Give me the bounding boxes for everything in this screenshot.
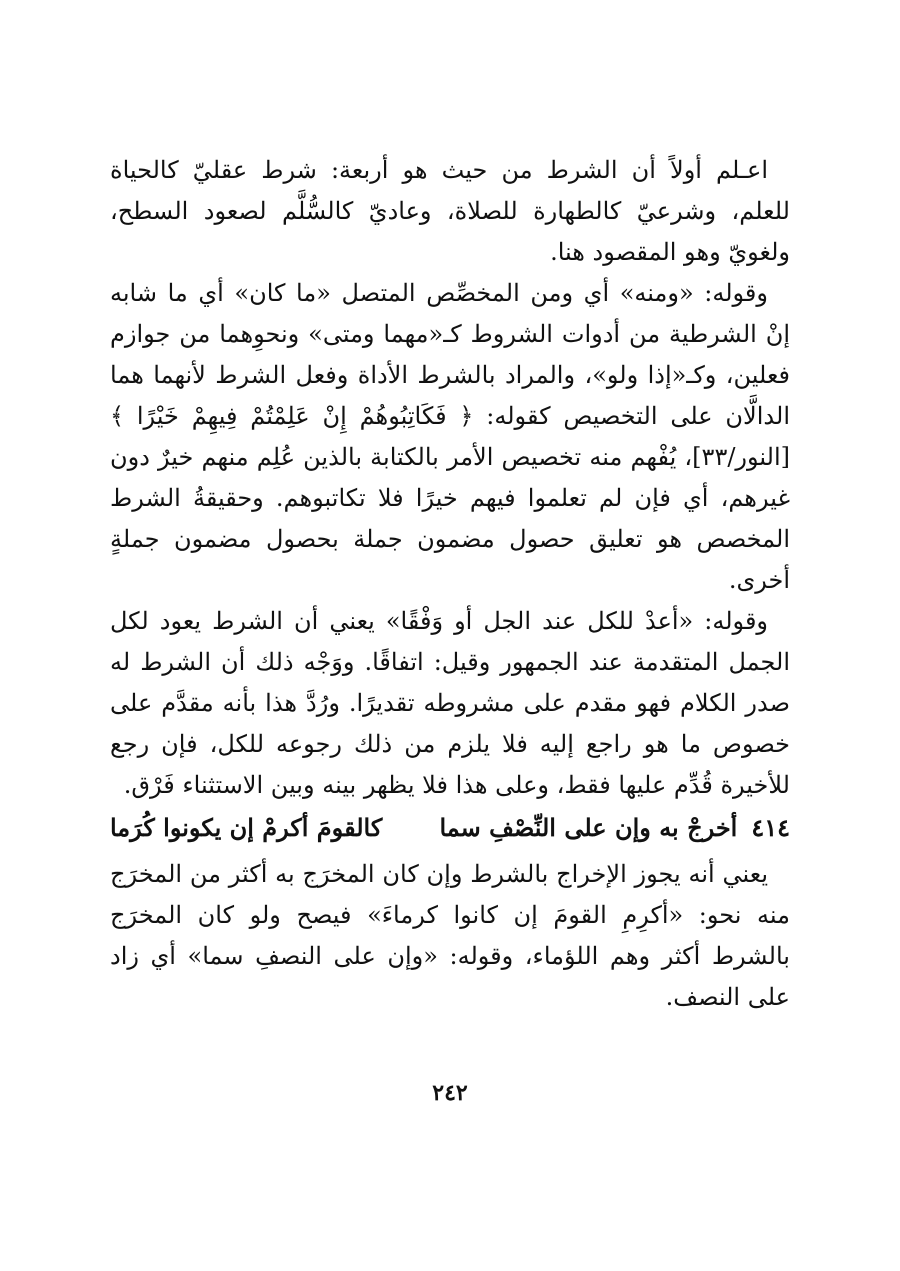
intro-paragraph: اعـلم أولاً أن الشرط من حيث هو أربعة: شرط عقليّ كالحياة للعلم، وشرعيّ كالطهارة للصلاة، وعاديّ كالسُّلَّم لصعود السطح، ولغويّ وهو المقصود هنا.	[110, 156, 790, 266]
page-number: ٢٤٢	[432, 1080, 468, 1106]
verse-hemistich-first: أخرجْ به وإن على النِّصْفِ سما	[439, 813, 738, 842]
verse-hemistich-second: كالقومَ أكرمْ إن يكونوا كُرَما	[109, 813, 383, 842]
verse-line	[110, 806, 790, 850]
conditional-paragraph: وقوله: «ومنه» أي ومن المخصِّص المتصل «ما كان» أي ما شابه إنْ الشرطية من أدوات الشروط كـ«مهما ومتى» ونحوِهما من جوازم فعلين، وكـ«إذا ولو»، والمراد بالشرط الأداة وفعل الشرط لأنهما هما الدالَّان على التخصيص كقوله: ﴿ فَكَاتِبُوهُمْ إِنْ عَلِمْتُمْ فِيهِمْ خَيْرًا ﴾ [النور/٣٣]، يُفْهم منه تخصيص الأمر بالكتابة بالذين عُلِم منهم خيرٌ دون غيرهم، أي فإن لم تعلموا فيهم خيرًا فلا تكاتبوهم. وحقيقةُ الشرط المخصص هو تعليق حصول مضمون جملة بحصول مضمون جملةٍ أخرى.	[110, 279, 790, 594]
commentary-paragraph: يعني أنه يجوز الإخراج بالشرط وإن كان المخرَج به أكثر من المخرَج منه نحو: «أكرِمِ القومَ إن كانوا كرماءَ» فيصح ولو كان المخرَج بالشرط أكثر وهم اللؤماء، وقوله: «وإن على النصفِ سما» أي زاد على النصف.	[110, 860, 790, 1011]
scope-paragraph: وقوله: «أعدْ للكل عند الجل أو وَفْقًا» يعني أن الشرط يعود لكل الجمل المتقدمة عند الجمهور وقيل: اتفاقًا. ووَجْه ذلك أن الشرط له صدر الكلام فهو مقدم على مشروطه تقديرًا. ورُدَّ هذا بأنه مقدَّم على خصوص ما هو راجع إليه فلا يلزم من ذلك رجوعه للكل، فإن رجع للأخيرة قُدِّم عليها فقط، وعلى هذا فلا يظهر بينه وبين الاستثناء فَرْق.	[110, 607, 790, 799]
page-content	[110, 150, 790, 1018]
verse-number: ٤١٤	[751, 813, 790, 842]
